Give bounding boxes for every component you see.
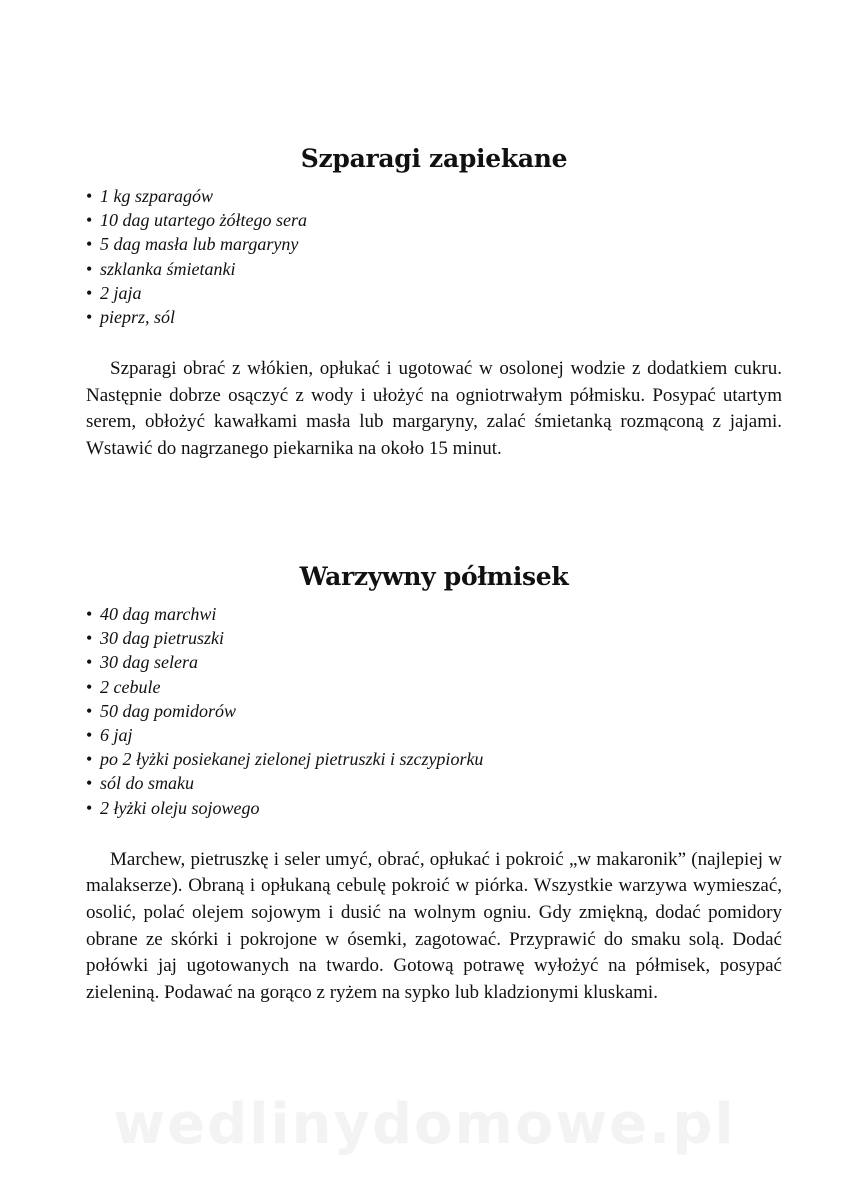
ingredient-text: po 2 łyżki posiekanej zielonej pietruszki i szczypiorku	[100, 749, 484, 770]
ingredient-item	[86, 675, 782, 699]
watermark: wedlinydomowe.pl	[113, 1092, 736, 1157]
ingredient-text: 6 jaj	[100, 725, 133, 746]
ingredient-text: 30 dag pietruszki	[100, 628, 224, 649]
ingredient-text: 2 łyżki oleju sojowego	[100, 797, 260, 818]
bullet-icon: •	[86, 604, 93, 624]
ingredient-text: 2 jaja	[100, 282, 142, 303]
bullet-icon: •	[86, 700, 93, 721]
ingredient-text: 1 kg szparagów	[100, 186, 214, 206]
ingredient-list	[86, 184, 782, 329]
bullet-icon: •	[86, 282, 93, 303]
recipe-title: Warzywny półmisek	[299, 562, 569, 591]
ingredient-item	[86, 232, 782, 256]
ingredient-item	[86, 771, 782, 795]
ingredient-item	[86, 796, 782, 820]
ingredient-item	[86, 281, 782, 305]
recipe-instructions: Szparagi obrać z włókien, opłukać i ugotować w osolonej wodzie z dodatkiem cukru. Następnie dobrze osączyć z wody i ułożyć na ogniotrwałym półmisku. Posypać utartym serem, obłożyć kawałkami masła lub margaryny, zalać śmietanką rozmąconą z jajami. Wstawić do nagrzanego piekarnika na około 15 minut.	[86, 358, 782, 459]
ingredient-text: sól do smaku	[100, 773, 194, 794]
bullet-icon: •	[86, 258, 93, 279]
bullet-icon: •	[86, 186, 93, 206]
ingredient-item	[86, 305, 782, 329]
ingredient-text: pieprz, sól	[100, 307, 176, 328]
bullet-icon: •	[86, 676, 93, 697]
ingredient-text: 2 cebule	[100, 676, 161, 697]
bullet-icon: •	[86, 749, 93, 770]
ingredient-item	[86, 723, 782, 747]
recipe-warzywny-polmisek	[86, 560, 782, 1006]
ingredient-item	[86, 699, 782, 723]
ingredient-text: 5 dag masła lub margaryny	[100, 234, 299, 255]
bullet-icon: •	[86, 628, 93, 649]
ingredient-text: 50 dag pomidorów	[100, 700, 237, 721]
ingredient-item	[86, 650, 782, 674]
ingredient-item	[86, 257, 782, 281]
ingredient-item	[86, 626, 782, 650]
ingredient-item	[86, 747, 782, 771]
bullet-icon: •	[86, 210, 93, 231]
ingredient-item	[86, 184, 782, 208]
ingredient-text: 40 dag marchwi	[100, 604, 217, 624]
ingredient-list	[86, 602, 782, 820]
bullet-icon: •	[86, 725, 93, 746]
recipe-instructions: Marchew, pietruszkę i seler umyć, obrać, opłukać i pokroić „w makaronik” (najlepiej w malakserze). Obraną i opłukaną cebulę pokroić w piórka. Wszystkie warzywa wymieszać, osolić, polać olejem sojowym i dusić na wolnym ogniu. Gdy zmiękną, dodać pomidory obrane ze skórki i pokrojone w ósemki, zagotować. Przyprawić do smaku solą. Dodać połówki jaj ugotowanych na twardo. Gotową potrawę wyłożyć na półmisek, posypać zieleniną. Podawać na gorąco z ryżem na sypko lub kladzionymi kluskami.	[86, 848, 782, 1003]
ingredient-item	[86, 602, 782, 626]
ingredient-text: 10 dag utartego żółtego sera	[100, 210, 307, 231]
bullet-icon: •	[86, 307, 93, 328]
recipe-szparagi-zapiekane	[86, 142, 782, 463]
bullet-icon: •	[86, 652, 93, 673]
ingredient-text: 30 dag selera	[100, 652, 198, 673]
bullet-icon: •	[86, 773, 93, 794]
ingredient-item	[86, 208, 782, 232]
ingredient-text: szklanka śmietanki	[100, 258, 236, 279]
recipe-title: Szparagi zapiekane	[300, 144, 568, 173]
bullet-icon: •	[86, 797, 93, 818]
bullet-icon: •	[86, 234, 93, 255]
